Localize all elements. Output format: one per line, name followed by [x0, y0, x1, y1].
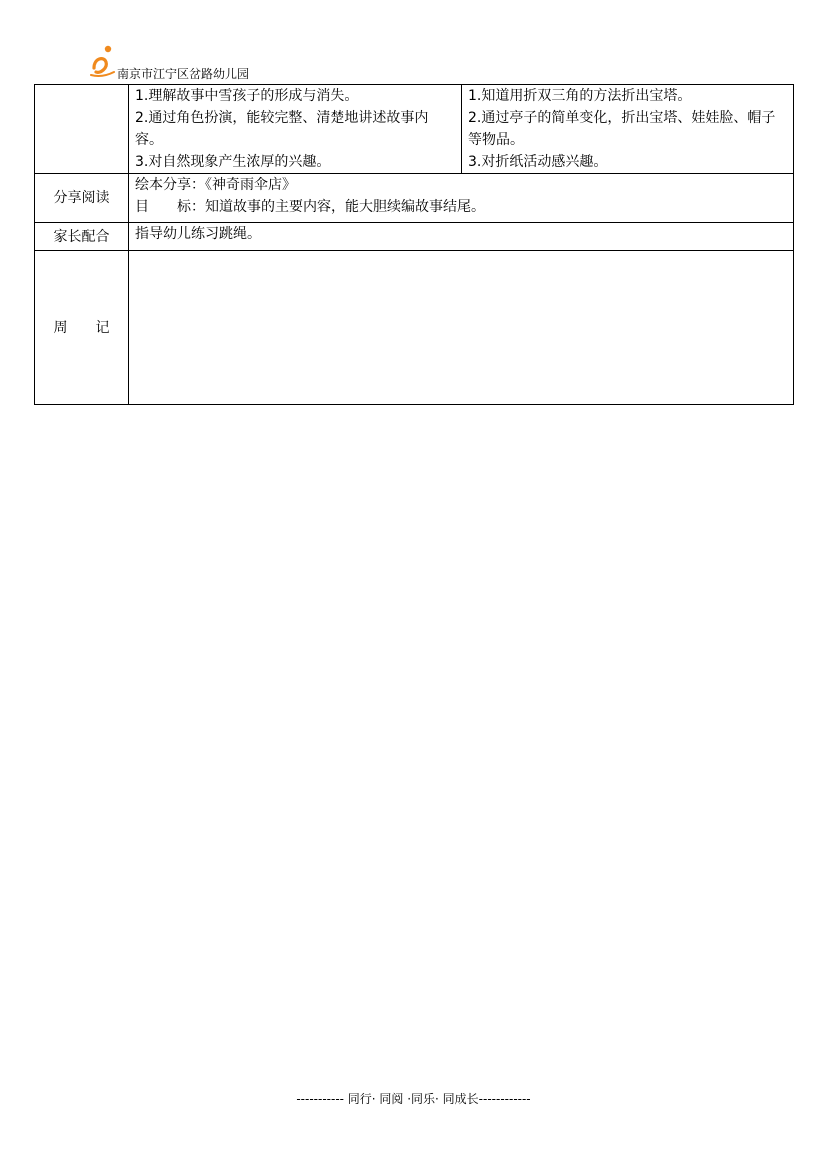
goal-item: 1.理解故事中雪孩子的形成与消失。 [135, 88, 359, 104]
goals-label-cell [35, 85, 129, 174]
goal-item: 3.对折纸活动感兴趣。 [468, 154, 608, 170]
art-goals-cell [462, 85, 794, 174]
weekly-notes-label: 周 记 [35, 251, 129, 405]
weekly-notes-row [35, 251, 794, 405]
school-logo-icon [88, 44, 118, 78]
shared-reading-row [35, 174, 794, 223]
shared-reading-label: 分享阅读 [35, 174, 129, 223]
goal-item: 3.对自然现象产生浓厚的兴趣。 [135, 154, 331, 170]
goal-item: 1.知道用折双三角的方法折出宝塔。 [468, 88, 692, 104]
page-footer: ----------- 同行· 同阅 ·同乐· 同成长------------ [296, 1092, 531, 1106]
goal-item: 2.通过亭子的简单变化，折出宝塔、娃娃脸、帽子等物品。 [468, 110, 776, 148]
page-header [88, 44, 288, 80]
school-name: 南京市江宁区岔路幼儿园 [117, 67, 250, 81]
parent-cooperation-row [35, 223, 794, 251]
shared-reading-content [129, 174, 794, 223]
goal-item: 2.通过角色扮演，能较完整、清楚地讲述故事内容。 [135, 110, 429, 148]
weekly-plan-table [34, 84, 794, 405]
parent-cooperation-content: 指导幼儿练习跳绳。 [129, 223, 794, 251]
language-goals-cell [129, 85, 462, 174]
goals-row [35, 85, 794, 174]
reading-goal: 目 标：知道故事的主要内容，能大胆续编故事结尾。 [135, 199, 485, 215]
picture-book-title: 绘本分享：《神奇雨伞店》 [135, 177, 296, 193]
weekly-notes-content [129, 251, 794, 405]
parent-cooperation-label: 家长配合 [35, 223, 129, 251]
